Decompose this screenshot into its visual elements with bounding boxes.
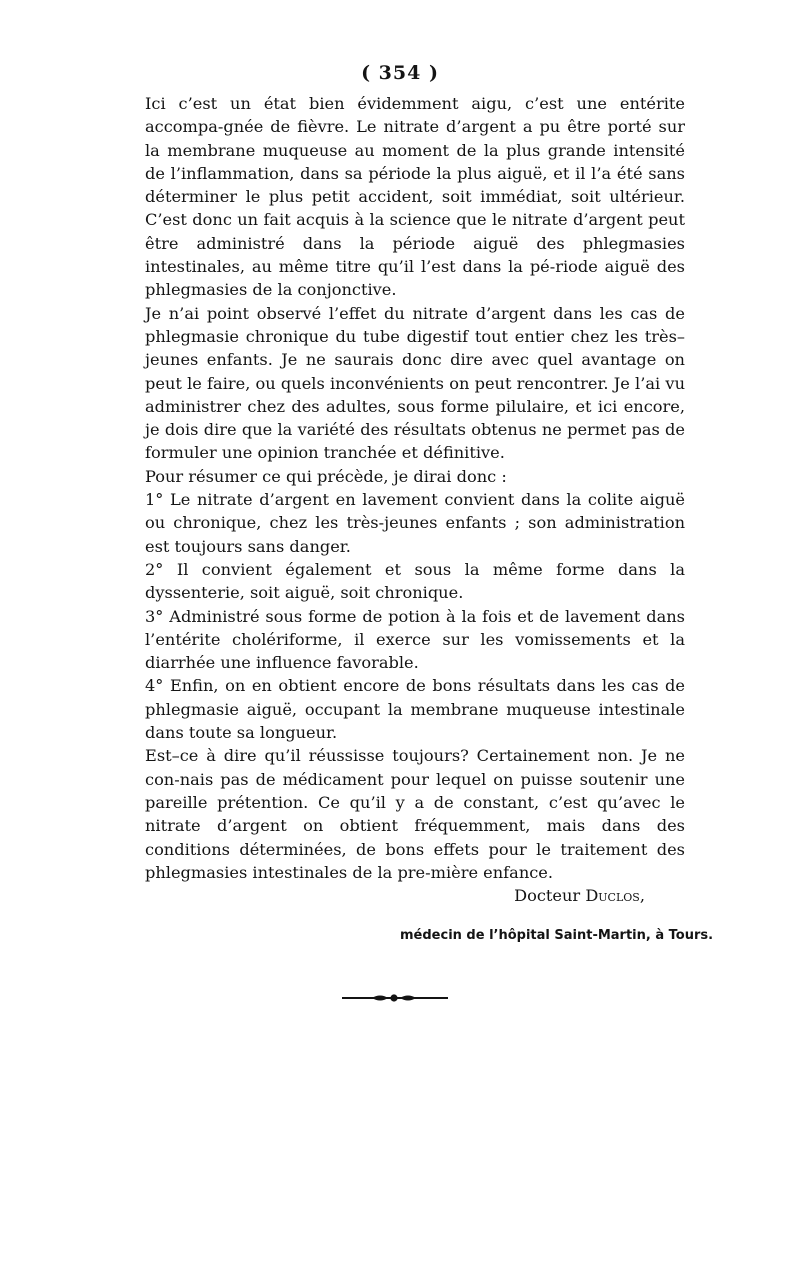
paragraph-1: Ici c’est un état bien évidemment aigu, c’est une entérite accompa-gnée de fièvre. Le nitrate d’argent a pu être porté sur la membrane muqueuse au moment de la plus grande intensité de l’inflammation, dans sa période la plus aiguë, et il l’a été sans déterminer le plus petit accident, soit immédiat, soit ultérieur. C’est donc un fait acquis à la science que le nitrate d’argent peut être administré dans la période aiguë des phlegmasies intestinales, au même titre qu’il l’est dans la pé-riode aiguë des phlegmasies de la conjonctive. [145, 94, 685, 300]
signature-comma: , [639, 886, 645, 906]
list-item-1: 1° Le nitrate d’argent en lavement convient dans la colite aiguë ou chronique, chez les très-jeunes enfants ; son administration est toujours sans danger. [145, 490, 685, 556]
paragraph-3: Pour résumer ce qui précède, je dirai donc : [145, 466, 507, 486]
body-text [145, 92, 685, 907]
signature-line [145, 884, 685, 907]
paragraph-2: Je n’ai point observé l’effet du nitrate d’argent dans les cas de phlegmasie chronique du tube digestif tout entier chez les très–jeunes enfants. Je ne saurais donc dire avec quel avantage on peut le faire, ou quels inconvénients on peut rencontrer. Je l’ai vu administrer chez des adultes, sous forme pilulaire, et ici encore, je dois dire que la variété des résultats obtenus ne permet pas de formuler une opinion tranchée et définitive. [145, 303, 685, 463]
page-number: ( 354 ) [361, 62, 439, 84]
paragraph-conclusion: Est–ce à dire qu’il réussisse toujours? Certainement non. Je ne con-nais pas de médicament pour lequel on puisse soutenir une pareille prétention. Ce qu’il y a de constant, c’est qu’avec le nitrate d’argent on obtient fréquemment, mais dans des conditions déterminées, de bons effets pour le traitement des phlegmasies intestinales de la pre-mière enfance. [145, 746, 685, 882]
list-item-3: 3° Administré sous forme de potion à la fois et de lavement dans l’entérite cholériforme, il exerce sur les vomissements et la diarrhée une influence favorable. [145, 606, 685, 673]
list-item-4: 4° Enfin, on en obtient encore de bons résultats dans les cas de phlegmasie aiguë, occupant la membrane muqueuse intestinale dans toute sa longueur. [145, 676, 685, 743]
signature-prefix: Docteur [514, 886, 586, 906]
end-ornament-icon [342, 990, 448, 1006]
list-item-2: 2° Il convient également et sous la même forme dans la dyssenterie, soit aiguë, soit chronique. [145, 559, 685, 603]
signature-name [514, 884, 685, 907]
author-name: Duclos [585, 886, 640, 906]
author-affiliation: médecin de l’hôpital Saint-Martin, à Tours. [400, 928, 714, 943]
